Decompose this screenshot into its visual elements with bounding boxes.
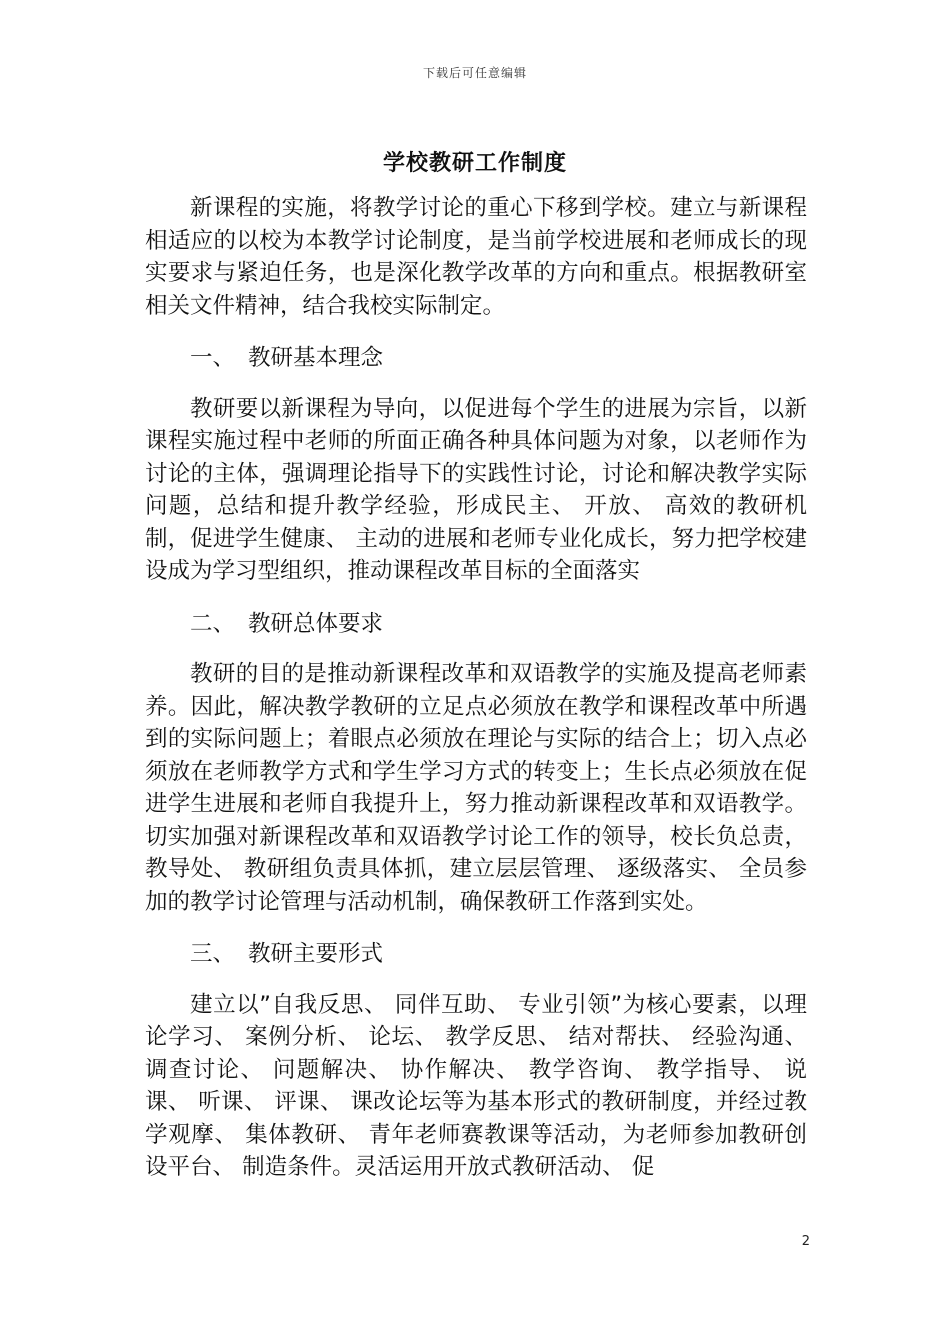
section-number: 三、 [190,941,236,967]
section-number: 二、 [190,610,236,637]
header-note: 下载后可任意编辑 [422,66,527,80]
section-heading-text: 教研基本理念 [248,345,384,371]
section-heading-text: 教研总体要求 [248,610,384,637]
section-paragraph-3: 建立以”自我反思、 同伴互助、 专业引领”为核心要素，以理论学习、 案例分析、 论坛、 教学反思、 结对帮扶、 经验沟通、 调查讨论、 问题解决、 协作解决、 教学咨询、 教学指导、 说课、 听课、 评课、 课改论坛等为基本形式的教研制度，并经过教学观摩、 集体教研、 青年老师赛教课等活动，为老师参加教研创设平台、 制造条件。灵活运用开放式教研活动、 促 [145,991,807,1180]
intro-paragraph: 新课程的实施，将教学讨论的重心下移到学校。建立与新课程相适应的以校为本教学讨论制度，是当前学校进展和老师成长的现实要求与紧迫任务，也是深化教学改革的方向和重点。根据教研室相关文件精神，结合我校实际制定。 [145,195,807,319]
document-title: 学校教研工作制度 [382,151,567,176]
page-number: 2 [801,1234,810,1249]
document-body [145,192,807,1204]
section-paragraph-2: 教研的目的是推动新课程改革和双语教学的实施及提高老师素养。因此，解决教学教研的立足点必须放在教学和课程改革中所遇到的实际问题上；着眼点必须放在理论与实际的结合上；切入点必须放在老师教学方式和学生学习方式的转变上；生长点必须放在促进学生进展和老师自我提升上，努力推动新课程改革和双语教学。切实加强对新课程改革和双语教学讨论工作的领导，校长负总责，教导处、 教研组负责具体抓，建立层层管理、 逐级落实、 全员参加的教学讨论管理与活动机制，确保教研工作落到实处。 [145,661,807,915]
section-heading-3 [145,938,807,971]
section-paragraph-1: 教研要以新课程为导向，以促进每个学生的进展为宗旨，以新课程实施过程中老师的所面正确各种具体问题为对象，以老师作为讨论的主体，强调理论指导下的实践性讨论，讨论和解决教学实际问题，总结和提升教学经验，形成民主、 开放、 高效的教研机制，促进学生健康、 主动的进展和老师专业化成长，努力把学校建设成为学习型组织，推动课程改革目标的全面落实 [145,395,807,584]
section-heading-2 [145,608,807,641]
section-heading-text: 教研主要形式 [248,941,384,967]
section-number: 一、 [190,345,236,371]
section-heading-1 [145,342,807,375]
